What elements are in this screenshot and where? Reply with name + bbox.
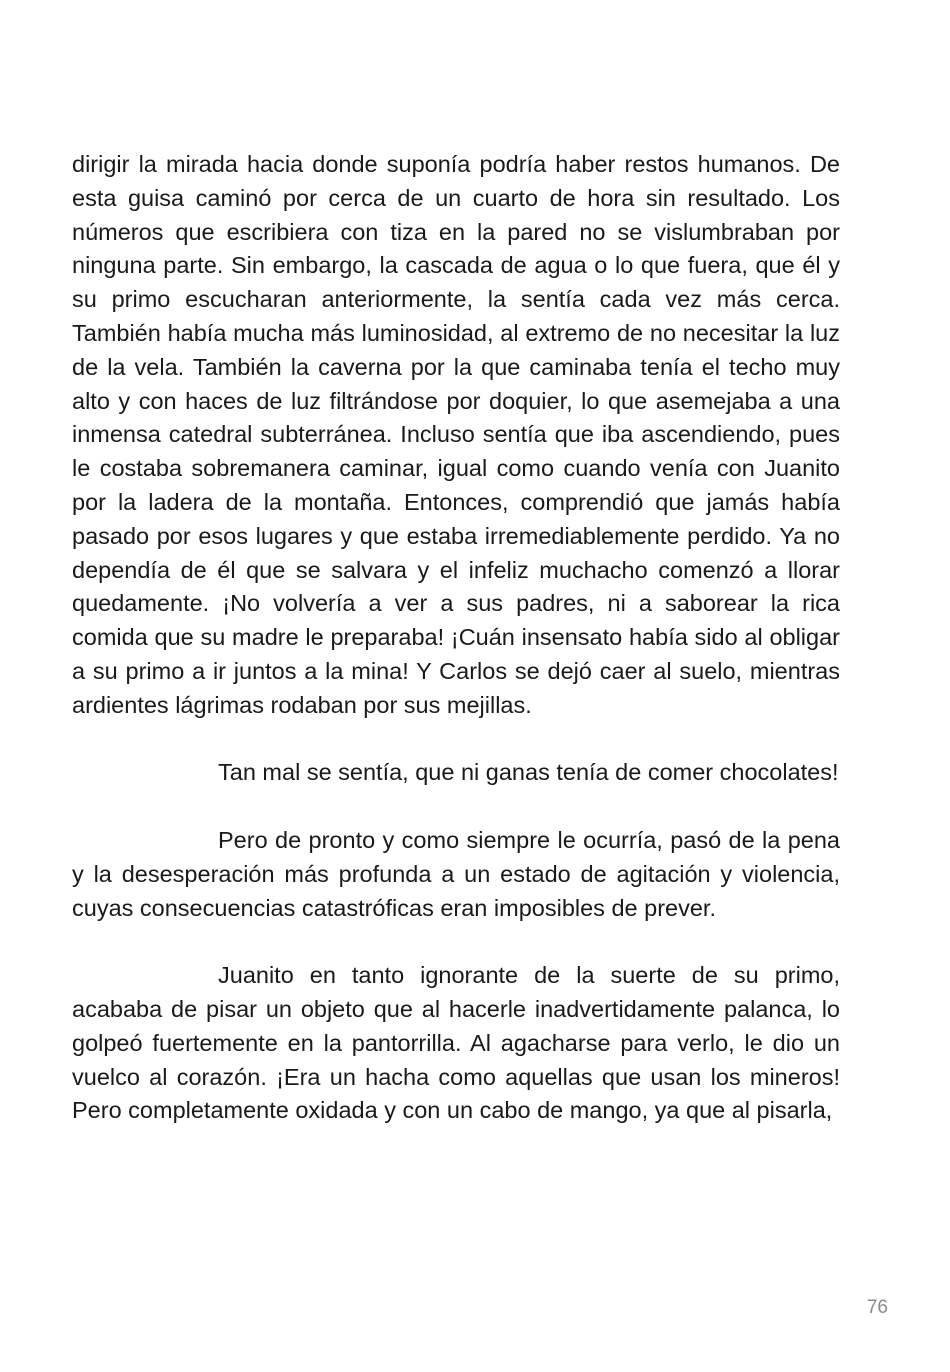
paragraph-3: Pero de pronto y como siempre le ocurría, pasó de la pena y la desesperación más profunda a un estado de agitación y violencia, cuyas consecuencias catastróficas eran imposibles de prever. <box>72 826 840 921</box>
paragraph-spacer <box>72 925 840 959</box>
paragraph-4: Juanito en tanto ignorante de la suerte de su primo, acababa de pisar un objeto que al hacerle inadvertidamente palanca, lo golpeó fuertemente en la pantorrilla. Al agacharse para verlo, le dio un vuelco al corazón. ¡Era un hacha como aquellas que usan los mineros! Pero completamente oxidada y con un cabo de mango, ya que al pisarla, <box>72 962 840 1124</box>
page-number: 76 <box>866 1297 888 1318</box>
paragraph-spacer <box>72 790 840 824</box>
paragraph-1: dirigir la mirada hacia donde suponía podría haber restos humanos. De esta guisa caminó por cerca de un cuarto de hora sin resultado. Los números que escribiera con tiza en la pared no se vislumbraban por ninguna parte. Sin embargo, la cascada de agua o lo que fuera, que él y su primo escucharan anteriormente, la sentía cada vez más cerca. También había mucha más luminosidad, al extremo de no necesitar la luz de la vela. También la caverna por la que caminaba tenía el techo muy alto y con haces de luz filtrándose por doquier, lo que asemejaba a una inmensa catedral subterránea. Incluso sentía que iba ascendiendo, pues le costaba sobremanera caminar, igual como cuando venía con Juanito por la ladera de la montaña. Entonces, comprendió que jamás había pasado por esos lugares y que estaba irremediablemente perdido. Ya no dependía de él que se salvara y el infeliz muchacho comenzó a llorar quedamente. ¡No volvería a ver a sus padres, ni a saborear la rica comida que su madre le preparaba! ¡Cuán insensato había sido al obligar a su primo a ir juntos a la mina! Y Carlos se dejó caer al suelo, mientras ardientes lágrimas rodaban por sus mejillas. <box>72 151 840 718</box>
page-text-body <box>72 148 840 1128</box>
paragraph-2: Tan mal se sentía, que ni ganas tenía de comer chocolates! <box>218 759 839 786</box>
paragraph-spacer <box>72 723 840 757</box>
